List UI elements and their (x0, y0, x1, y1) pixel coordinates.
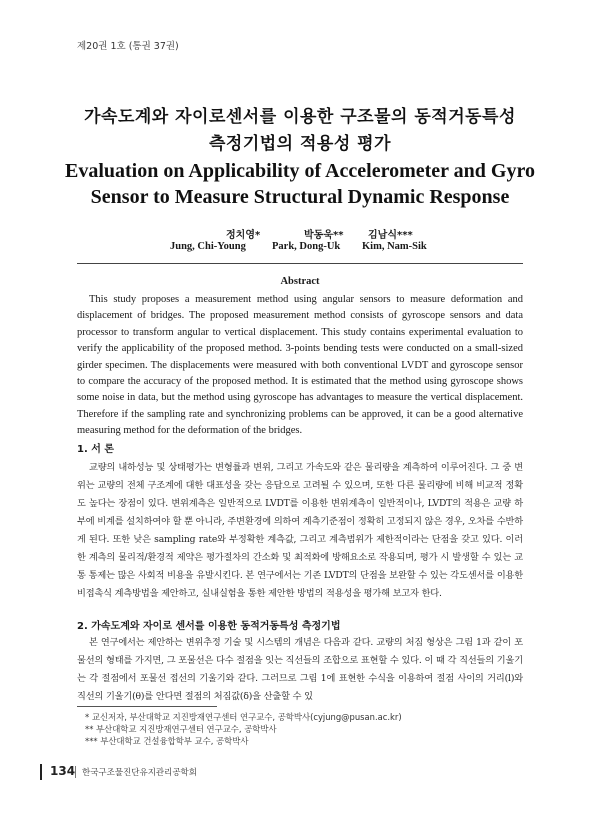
page-number: 134 (50, 764, 76, 778)
footer-separator (75, 766, 76, 778)
english-title-line-2: Sensor to Measure Structural Dynamic Response (90, 186, 510, 208)
issue-label: 제20권 1호 (통권 37권) (77, 41, 179, 52)
author-3-korean: 김남식*** (368, 230, 413, 241)
footnote-divider (77, 706, 217, 707)
english-title-line-1: Evaluation on Applicability of Accelerometer and Gyro (65, 160, 535, 182)
section-1-heading: 1. 서 론 (77, 444, 115, 455)
section-1-text: 교량의 내하성능 및 상태평가는 변형률과 변위, 그리고 가속도와 같은 물리량을 계측하여 이루어진다. 그 중 변위는 교량의 전체 구조계에 대한 대표성을 갖는 응답으로 고려될 수 있으며, 또한 다른 물리량에 비해 비교적 정확도 높다는 장점이 있다. 변위계측은 일반적으로 LVDT를 이용한 변위계측이 일반적이나, LVDT의 적용은 교량 하부에 비계를 설치하여야 할 뿐 아니라, 주변환경에 의하여 계측기준점이 정확히 고정되지 않은 경우, 오차를 수반하게 된다. 또한 낮은 sampling rate와 부정확한 계측값, 그리고 계측범위가 제한적이라는 단점을 갖고 있다. 이러한 계측의 물리적/환경적 제약은 평가절차의 간소화 및 최적화에 방해요소로 작용되며, 평가 시 발생할 수 있는 교통 통제는 많은 사회적 비용을 유발시킨다. 본 연구에서는 기존 LVDT의 단점을 보완할 수 있는 각도센서를 이용한 비접촉식 계측방법을 제안하고, 실내실험을 통한 제안한 방법의 적용성을 평가해 보고자 한다. (77, 462, 523, 599)
header-divider (77, 263, 523, 264)
author-2-english: Park, Dong-Uk (272, 241, 341, 252)
section-2-text: 본 연구에서는 제안하는 변위추정 기술 및 시스템의 개념은 다음과 같다. 교량의 처짐 형상은 그림 1과 같이 포물선의 형태를 가지면, 그 포물선은 다수 절점을 잇는 직선들의 조합으로 표현할 수 있다. 이 때 각 직선들의 기울기는 각 절점에서 포물선 접선의 기울기와 같다. 그러므로 그림 1에 표현한 수식을 이용하여 절점 사이의 거리(l)와 직선의 기울기(θ)를 안다면 절점의 처짐값(δ)을 산출할 수 있 (77, 637, 523, 702)
abstract-text: This study proposes a measurement method using angular sensors to measure deformation and displacement of bridges. The proposed measurement method consists of gyroscope sensors and data processor to transform angular to vertical displacement. This study contains experimental evaluation to verify the applicability of the proposed method. 3-points bending tests were conducted on a small-sized girder specimen. The displacements were measured with both conventional LVDT and gyroscope sensor to compare the accuracy of the proposed method. It is estimated that the method using gyroscope shows some noise in data, but the method using gyroscope has advantages to measure the vertical displacement. Therefore if the sampling rate and synchronizing problems can be approved, it can be a good alternative measuring method for the deformation of the bridges. (77, 294, 523, 437)
korean-title-line-1: 가속도계와 자이로센서를 이용한 구조물의 동적거동특성 (84, 107, 516, 127)
journal-name: 한국구조물진단유지관리공학회 (82, 768, 197, 778)
abstract-heading: Abstract (280, 276, 320, 287)
author-2-korean: 박동욱** (304, 230, 344, 241)
footnote-2: ** 부산대학교 지진방재연구센터 연구교수, 공학박사 (85, 724, 277, 734)
footnote-1: * 교신저자, 부산대학교 지진방재연구센터 연구교수, 공학박사(cyjung@pusan.ac.kr) (85, 712, 402, 722)
section-2-heading: 2. 가속도계와 자이로 센서를 이용한 동적거동특성 측정기법 (77, 621, 341, 632)
author-1-korean: 정치영* (226, 230, 261, 241)
footnote-3: *** 부산대학교 건설융합학부 교수, 공학박사 (85, 736, 249, 746)
footnotes (85, 711, 402, 747)
author-1-english: Jung, Chi-Young (170, 241, 246, 252)
page-bar-mark (40, 764, 42, 780)
author-3-english: Kim, Nam-Sik (362, 241, 427, 252)
korean-title-line-2: 측정기법의 적용성 평가 (208, 134, 392, 154)
